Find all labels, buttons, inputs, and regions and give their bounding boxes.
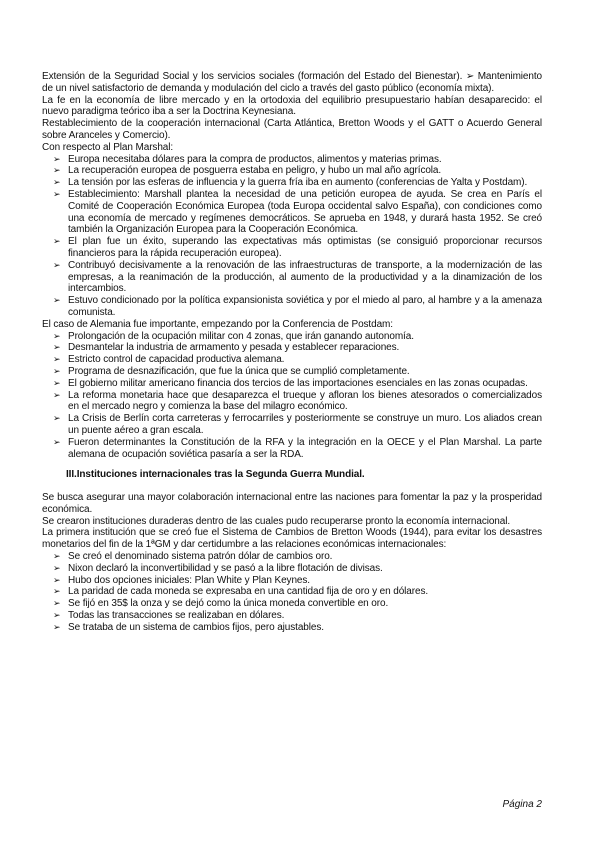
list-item: ➢ Se creó el denominado sistema patrón dólar de cambios oro.	[53, 551, 333, 563]
arrow-bullet-icon: ➢	[53, 389, 61, 400]
list-item: ➢ La reforma monetaria hace que desaparezca el trueque y afloran los bienes atesorados o comercializados en el mercado negro y comienza la base del milagro económico.	[53, 389, 542, 413]
arrow-bullet-icon: ➢	[53, 295, 61, 306]
list-item: ➢ La recuperación europea de posguerra estaba en peligro, y hubo un mal año agrícola.	[53, 165, 442, 177]
list-item: ➢ La tensión por las esferas de influencia y la guerra fría iba en aumento (conferencias de Yalta y Postdam).	[53, 177, 528, 189]
list-item: ➢ Programa de desnazificación, que fue la única que se cumplió completamente.	[53, 365, 410, 377]
germany-intro: El caso de Alemania fue importante, empezando por la Conferencia de Postdam:	[42, 318, 393, 330]
arrow-bullet-icon: ➢	[53, 153, 61, 164]
arrow-bullet-icon: ➢	[53, 165, 61, 176]
page-number: Página 2	[502, 799, 542, 810]
list-item: ➢ La paridad de cada moneda se expresaba en una cantidad fija de oro y en dólares.	[53, 586, 429, 598]
list-item: ➢ Europa necesitaba dólares para la compra de productos, alimentos y materias primas.	[53, 153, 442, 165]
arrow-bullet-icon: ➢	[53, 188, 61, 199]
section-heading: III.Instituciones internacionales tras la Segunda Guerra Mundial.	[66, 469, 365, 481]
document-page	[42, 71, 542, 634]
list-item: ➢ Todas las transacciones se realizaban en dólares.	[53, 610, 285, 622]
marshall-list	[42, 154, 542, 319]
list-item: ➢ Estuvo condicionado por la política expansionista soviética y por el miedo al paro, al hambre y a la amenaza comunista.	[53, 295, 542, 318]
arrow-bullet-icon: ➢	[53, 586, 61, 597]
section-paragraph-3: La primera institución que se creó fue el Sistema de Cambios de Bretton Woods (1944), para evitar los desastres monetarios del fin de la 1ªGM y dar certidumbre a las relaciones económicas internacionales:	[42, 527, 542, 551]
list-item: ➢ Contribuyó decisivamente a la renovación de las infraestructuras de transporte, a la modernización de las empresas, a la reanimación de la producción, al aumento de la productividad y a la dinamización de los intercambios.	[53, 259, 542, 295]
arrow-bullet-icon: ➢	[53, 259, 61, 270]
arrow-bullet-icon: ➢	[53, 551, 61, 562]
list-item: ➢ Fueron determinantes la Constitución de la RFA y la integración en la OECE y el Plan Marshal. La parte alemana de ocupación soviética pasaría a ser la RDA.	[53, 436, 542, 460]
list-item: ➢ Estricto control de capacidad productiva alemana.	[53, 354, 285, 366]
arrow-bullet-icon: ➢	[53, 236, 61, 247]
arrow-bullet-icon: ➢	[53, 610, 61, 621]
arrow-bullet-icon: ➢	[53, 621, 61, 632]
list-item: ➢ El gobierno militar americano financia dos tercios de las importaciones esenciales en las zonas ocupadas.	[53, 377, 528, 389]
list-item: ➢ Hubo dos opciones iniciales: Plan White y Plan Keynes.	[53, 574, 310, 586]
arrow-bullet-icon: ➢	[53, 365, 61, 376]
list-item: ➢ Se trataba de un sistema de cambios fijos, pero ajustables.	[53, 621, 324, 633]
arrow-bullet-icon: ➢	[53, 413, 61, 424]
arrow-bullet-icon: ➢	[53, 436, 61, 447]
list-item: ➢ Establecimiento: Marshall plantea la necesidad de una petición europea de ayuda. Se crea en París el Comité de Cooperación Económica Europea (toda Europa occidental salvo España), con condiciones como una economía de mercado y regímenes democráticos. Se aprueba en 1948, y durará hasta 1952. Se creó también la Organización Europea para la Cooperación Económica.	[53, 188, 542, 236]
list-item: ➢ Nixon declaró la inconvertibilidad y se pasó a la libre flotación de divisas.	[53, 562, 383, 574]
section-paragraph-1: Se busca asegurar una mayor colaboración internacional entre las naciones para fomentar la paz y la prosperidad económica.	[42, 492, 542, 515]
germany-list	[42, 331, 542, 461]
arrow-bullet-icon: ➢	[53, 177, 61, 188]
intro-paragraph-2: La fe en la economía de libre mercado y en la ortodoxia del equilibrio presupuestario habían desaparecido: el nuevo paradigma teórico iba a ser la Doctrina Keynesiana.	[42, 94, 542, 118]
arrow-bullet-icon: ➢	[53, 574, 61, 585]
arrow-bullet-icon: ➢	[53, 598, 61, 609]
intro-paragraph-1: Extensión de la Seguridad Social y los servicios sociales (formación del Estado del Bienestar). ➢ Mantenimiento de un nivel satisfactorio de demanda y modulación del ciclo a través del gasto público (economía mixta).	[42, 71, 542, 94]
arrow-bullet-icon: ➢	[53, 354, 61, 365]
bretton-woods-list	[42, 551, 542, 634]
arrow-bullet-icon: ➢	[53, 377, 61, 388]
marshall-intro: Con respecto al Plan Marshal:	[42, 141, 174, 153]
arrow-bullet-icon: ➢	[53, 342, 61, 353]
list-item: ➢ Prolongación de la ocupación militar con 4 zonas, que irán ganando autonomía.	[53, 330, 414, 342]
list-item: ➢ Desmantelar la industria de armamento y pesada y establecer reparaciones.	[53, 342, 400, 354]
list-item: ➢ La Crisis de Berlín corta carreteras y ferrocarriles y posteriormente se construye un muro. Los aliados crean un puente aéreo a gran escala.	[53, 413, 542, 436]
arrow-bullet-icon: ➢	[53, 330, 61, 341]
arrow-bullet-icon: ➢	[53, 562, 61, 573]
list-item: ➢ Se fijó en 35$ la onza y se dejó como la única moneda convertible en oro.	[53, 598, 389, 610]
list-item: ➢ El plan fue un éxito, superando las expectativas más optimistas (se consiguió proporcionar recursos financieros para la rápida recuperación europea).	[53, 236, 542, 259]
intro-paragraph-3: Restablecimiento de la cooperación internacional (Carta Atlántica, Bretton Woods y el GATT o Acuerdo General sobre Aranceles y Comercio).	[42, 118, 542, 141]
section-paragraph-2: Se crearon instituciones duraderas dentro de las cuales pudo recuperarse pronto la economía internacional.	[42, 515, 511, 527]
